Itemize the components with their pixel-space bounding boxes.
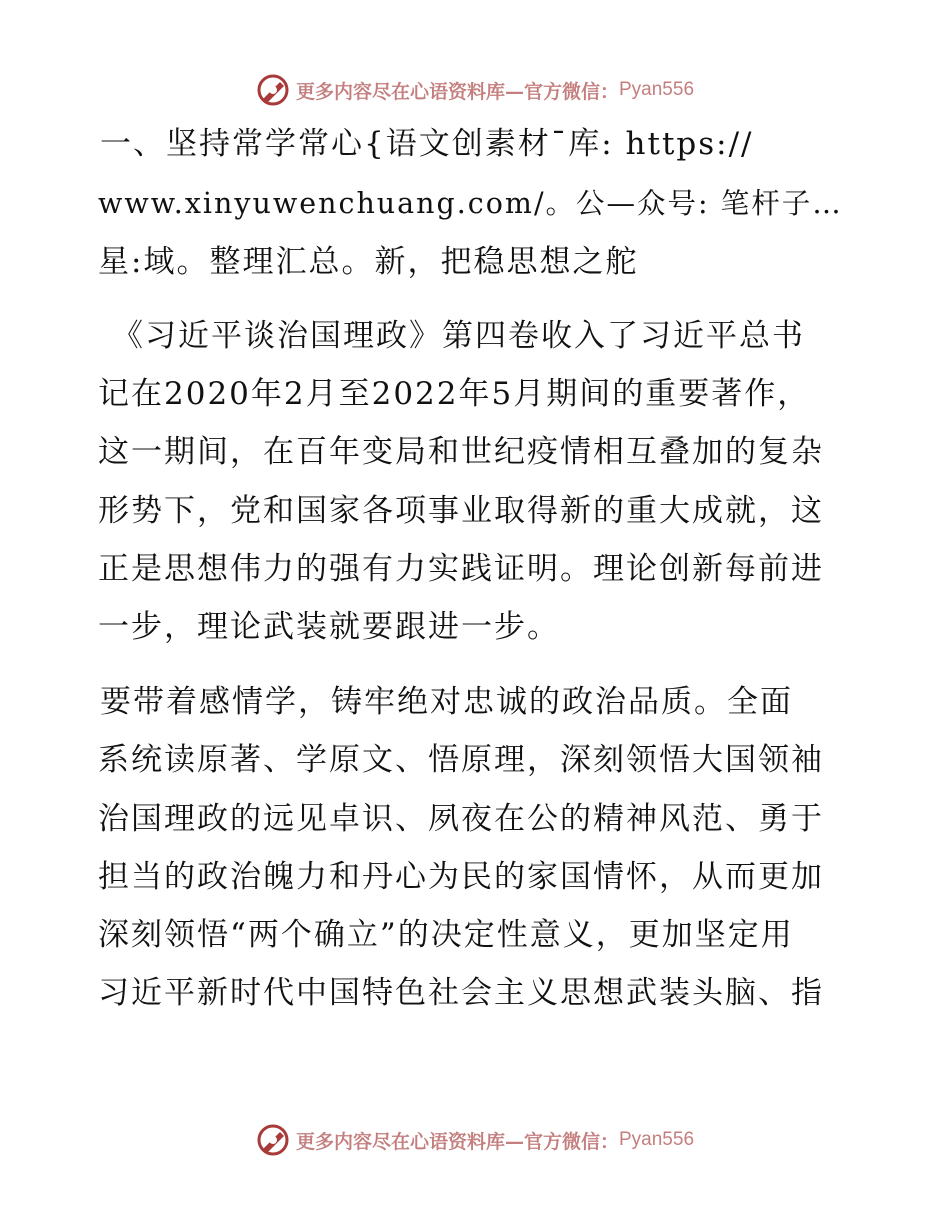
- pen-logo-icon: [256, 73, 290, 107]
- paragraph-line: 《习近平谈治国理政》第四卷收入了习近平总书: [112, 318, 805, 354]
- paragraph-line: 担当的政治魄力和丹心为民的家国情怀，从而更加: [98, 859, 824, 895]
- footer-wechat-id: Pyan556: [619, 1129, 695, 1150]
- footer-banner: [0, 1120, 950, 1160]
- heading-line: 一、坚持常学常心{语文创素材¯库: https://: [100, 126, 754, 162]
- paragraph-line: 深刻领悟“两个确立”的决定性意义，更加坚定用: [98, 917, 794, 953]
- paragraph-line: 习近平新时代中国特色社会主义思想武装头脑、指: [98, 975, 824, 1011]
- paragraph-line: 正是思想伟力的强有力实践证明。理论创新每前进: [98, 551, 824, 587]
- heading-line: www.xinyuwenchuang.com/。公—众号: 笔杆子…: [98, 187, 843, 220]
- paragraph-line: 要带着感情学，铸牢绝对忠诚的政治品质。全面: [100, 684, 793, 720]
- paragraph-line: 记在2020年2月至2022年5月期间的重要著作，: [98, 376, 811, 412]
- header-wechat-id: Pyan556: [619, 79, 695, 100]
- header-banner-text: 更多内容尽在心语资料库—官方微信：: [295, 80, 619, 103]
- heading-line: 星:域。整理汇总。新，把稳思想之舵: [98, 244, 639, 280]
- paragraph-line: 治国理政的远见卓识、夙夜在公的精神风范、勇于: [98, 801, 824, 837]
- paragraph-line: 形势下，党和国家各项事业取得新的重大成就，这: [98, 493, 824, 529]
- footer-banner-text: 更多内容尽在心语资料库—官方微信：: [295, 1130, 619, 1153]
- pen-logo-icon: [256, 1123, 290, 1157]
- paragraph-line: 这一期间，在百年变局和世纪疫情相互叠加的复杂: [98, 434, 824, 470]
- paragraph-line: 一步，理论武装就要跟进一步。: [98, 609, 560, 645]
- paragraph-line: 系统读原著、学原文、悟原理，深刻领悟大国领袖: [98, 742, 824, 778]
- header-banner: [0, 70, 950, 110]
